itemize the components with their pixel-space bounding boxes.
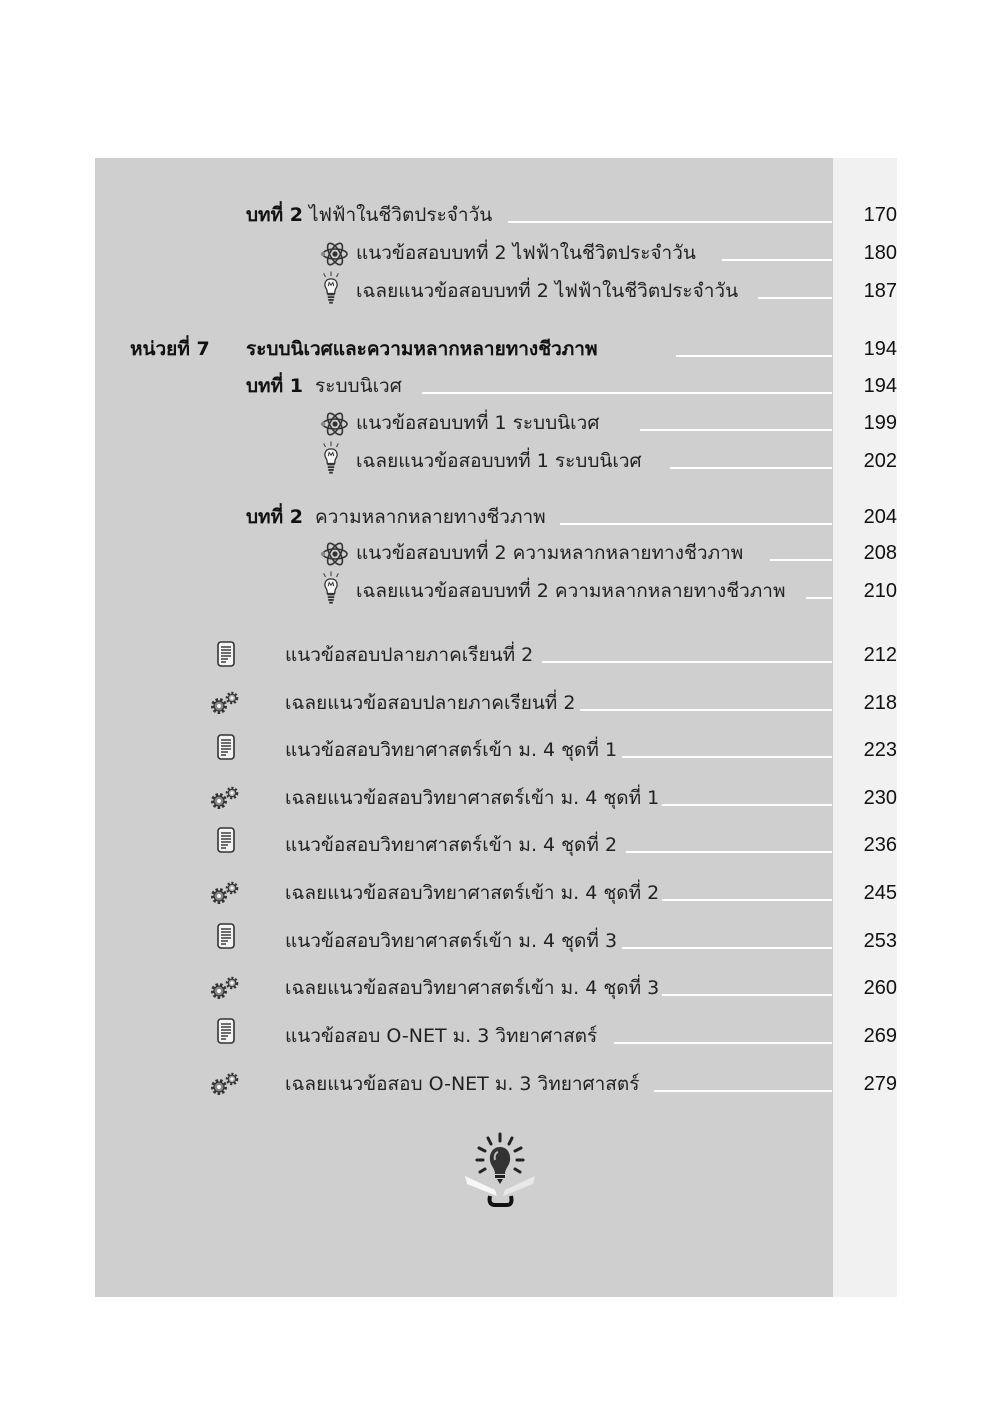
leader-line [422, 392, 832, 394]
page-number: 253 [863, 930, 897, 952]
lightbulb-book-icon [455, 1130, 545, 1210]
page-number: 236 [863, 834, 897, 856]
leader-line [626, 851, 832, 853]
toc-entry-exam-answer[interactable] [0, 1069, 992, 1099]
unit-title: ระบบนิเวศและความหลากหลายทางชีวภาพ [246, 338, 598, 360]
unit-prefix: หน่วยที่ 7 [130, 338, 210, 360]
document-icon [217, 923, 235, 949]
leader-line [806, 597, 832, 599]
entry-text: เฉลยแนวข้อสอบวิทยาศาสตร์เข้า ม. 4 ชุดที่ 2 [285, 882, 660, 904]
page-number: 194 [863, 338, 897, 360]
page-number: 260 [863, 977, 897, 999]
leader-line [580, 709, 832, 711]
toc-entry-exam-answer[interactable] [0, 973, 992, 1003]
toc-entry-exam-answer[interactable] [0, 688, 992, 718]
entry-text: เฉลยแนวข้อสอบบทที่ 1 ระบบนิเวศ [356, 450, 642, 472]
atom-icon [318, 242, 350, 266]
page-number: 170 [863, 204, 897, 226]
entry-text: เฉลยแนวข้อสอบวิทยาศาสตร์เข้า ม. 4 ชุดที่ 1 [285, 787, 660, 809]
chapter-prefix: บทที่ 1 [246, 375, 303, 397]
page-number: 187 [863, 280, 897, 302]
leader-line [662, 804, 832, 806]
gears-icon [209, 1071, 241, 1097]
lightbulb-icon [320, 440, 342, 476]
page-number: 223 [863, 739, 897, 761]
lightbulb-icon [320, 270, 342, 306]
leader-line [676, 355, 832, 357]
page-number: 245 [863, 882, 897, 904]
leader-line [722, 259, 832, 261]
document-icon [217, 1018, 235, 1044]
leader-line [640, 429, 832, 431]
toc-entry-unit[interactable] [0, 334, 992, 364]
leader-line [654, 1090, 832, 1092]
toc-entry-exam-answer[interactable] [0, 878, 992, 908]
leader-line [560, 523, 832, 525]
toc-entry-exam[interactable] [0, 830, 992, 860]
page-number: 230 [863, 787, 897, 809]
toc-entry-chapter[interactable] [0, 371, 992, 401]
page-number: 269 [863, 1025, 897, 1047]
toc-entry-exam-answer[interactable] [0, 783, 992, 813]
atom-icon [318, 542, 350, 566]
toc-panel [95, 158, 833, 1297]
page-number: 199 [863, 412, 897, 434]
lightbulb-icon [320, 570, 342, 606]
chapter-title: ไฟฟ้าในชีวิตประจำวัน [309, 204, 493, 226]
leader-line [662, 899, 832, 901]
gears-icon [209, 975, 241, 1001]
page-number: 218 [863, 692, 897, 714]
chapter-prefix: บทที่ 2 [246, 204, 303, 226]
leader-line [670, 467, 832, 469]
page-number: 210 [863, 580, 897, 602]
chapter-title: ระบบนิเวศ [315, 375, 402, 397]
leader-line [758, 297, 832, 299]
toc-entry-exam[interactable] [0, 926, 992, 956]
toc-entry-answer[interactable] [0, 276, 992, 306]
leader-line [622, 947, 832, 949]
gears-icon [209, 880, 241, 906]
page-number-strip [833, 158, 897, 1297]
entry-text: แนวข้อสอบบทที่ 1 ระบบนิเวศ [356, 412, 600, 434]
toc-entry-exam[interactable] [0, 640, 992, 670]
page-number: 204 [863, 506, 897, 528]
leader-line [542, 661, 832, 663]
entry-text: แนวข้อสอบวิทยาศาสตร์เข้า ม. 4 ชุดที่ 1 [285, 739, 618, 761]
page-number: 212 [863, 644, 897, 666]
entry-text: แนวข้อสอบบทที่ 2 ไฟฟ้าในชีวิตประจำวัน [356, 242, 696, 264]
toc-entry-answer[interactable] [0, 576, 992, 606]
entry-text: เฉลยแนวข้อสอบปลายภาคเรียนที่ 2 [285, 692, 576, 714]
chapter-title: ความหลากหลายทางชีวภาพ [315, 506, 546, 528]
toc-entry-answer[interactable] [0, 446, 992, 476]
toc-entry-chapter[interactable] [0, 200, 992, 230]
page-number: 202 [863, 450, 897, 472]
toc-entry-exercise[interactable] [0, 238, 992, 268]
page-number: 279 [863, 1073, 897, 1095]
leader-line [770, 559, 832, 561]
document-icon [217, 734, 235, 760]
entry-text: แนวข้อสอบ O-NET ม. 3 วิทยาศาสตร์ [285, 1025, 598, 1047]
leader-line [614, 1042, 832, 1044]
page-number: 194 [863, 375, 897, 397]
leader-line [622, 756, 832, 758]
document-icon [217, 641, 235, 667]
entry-text: แนวข้อสอบวิทยาศาสตร์เข้า ม. 4 ชุดที่ 2 [285, 834, 618, 856]
toc-entry-exercise[interactable] [0, 408, 992, 438]
entry-text: เฉลยแนวข้อสอบบทที่ 2 ความหลากหลายทางชีวภาพ [356, 580, 786, 602]
entry-text: แนวข้อสอบวิทยาศาสตร์เข้า ม. 4 ชุดที่ 3 [285, 930, 618, 952]
leader-line [662, 994, 832, 996]
entry-text: เฉลยแนวข้อสอบ O-NET ม. 3 วิทยาศาสตร์ [285, 1073, 640, 1095]
toc-entry-exercise[interactable] [0, 538, 992, 568]
entry-text: แนวข้อสอบปลายภาคเรียนที่ 2 [285, 644, 534, 666]
chapter-prefix: บทที่ 2 [246, 506, 303, 528]
toc-entry-exam[interactable] [0, 1021, 992, 1051]
entry-text: เฉลยแนวข้อสอบบทที่ 2 ไฟฟ้าในชีวิตประจำวัน [356, 280, 739, 302]
entry-text: เฉลยแนวข้อสอบวิทยาศาสตร์เข้า ม. 4 ชุดที่ 3 [285, 977, 660, 999]
document-icon [217, 827, 235, 853]
entry-text: แนวข้อสอบบทที่ 2 ความหลากหลายทางชีวภาพ [356, 542, 744, 564]
leader-line [508, 221, 832, 223]
gears-icon [209, 785, 241, 811]
gears-icon [209, 690, 241, 716]
page-number: 180 [863, 242, 897, 264]
toc-entry-exam[interactable] [0, 735, 992, 765]
atom-icon [318, 412, 350, 436]
toc-entry-chapter[interactable] [0, 502, 992, 532]
page-number: 208 [863, 542, 897, 564]
